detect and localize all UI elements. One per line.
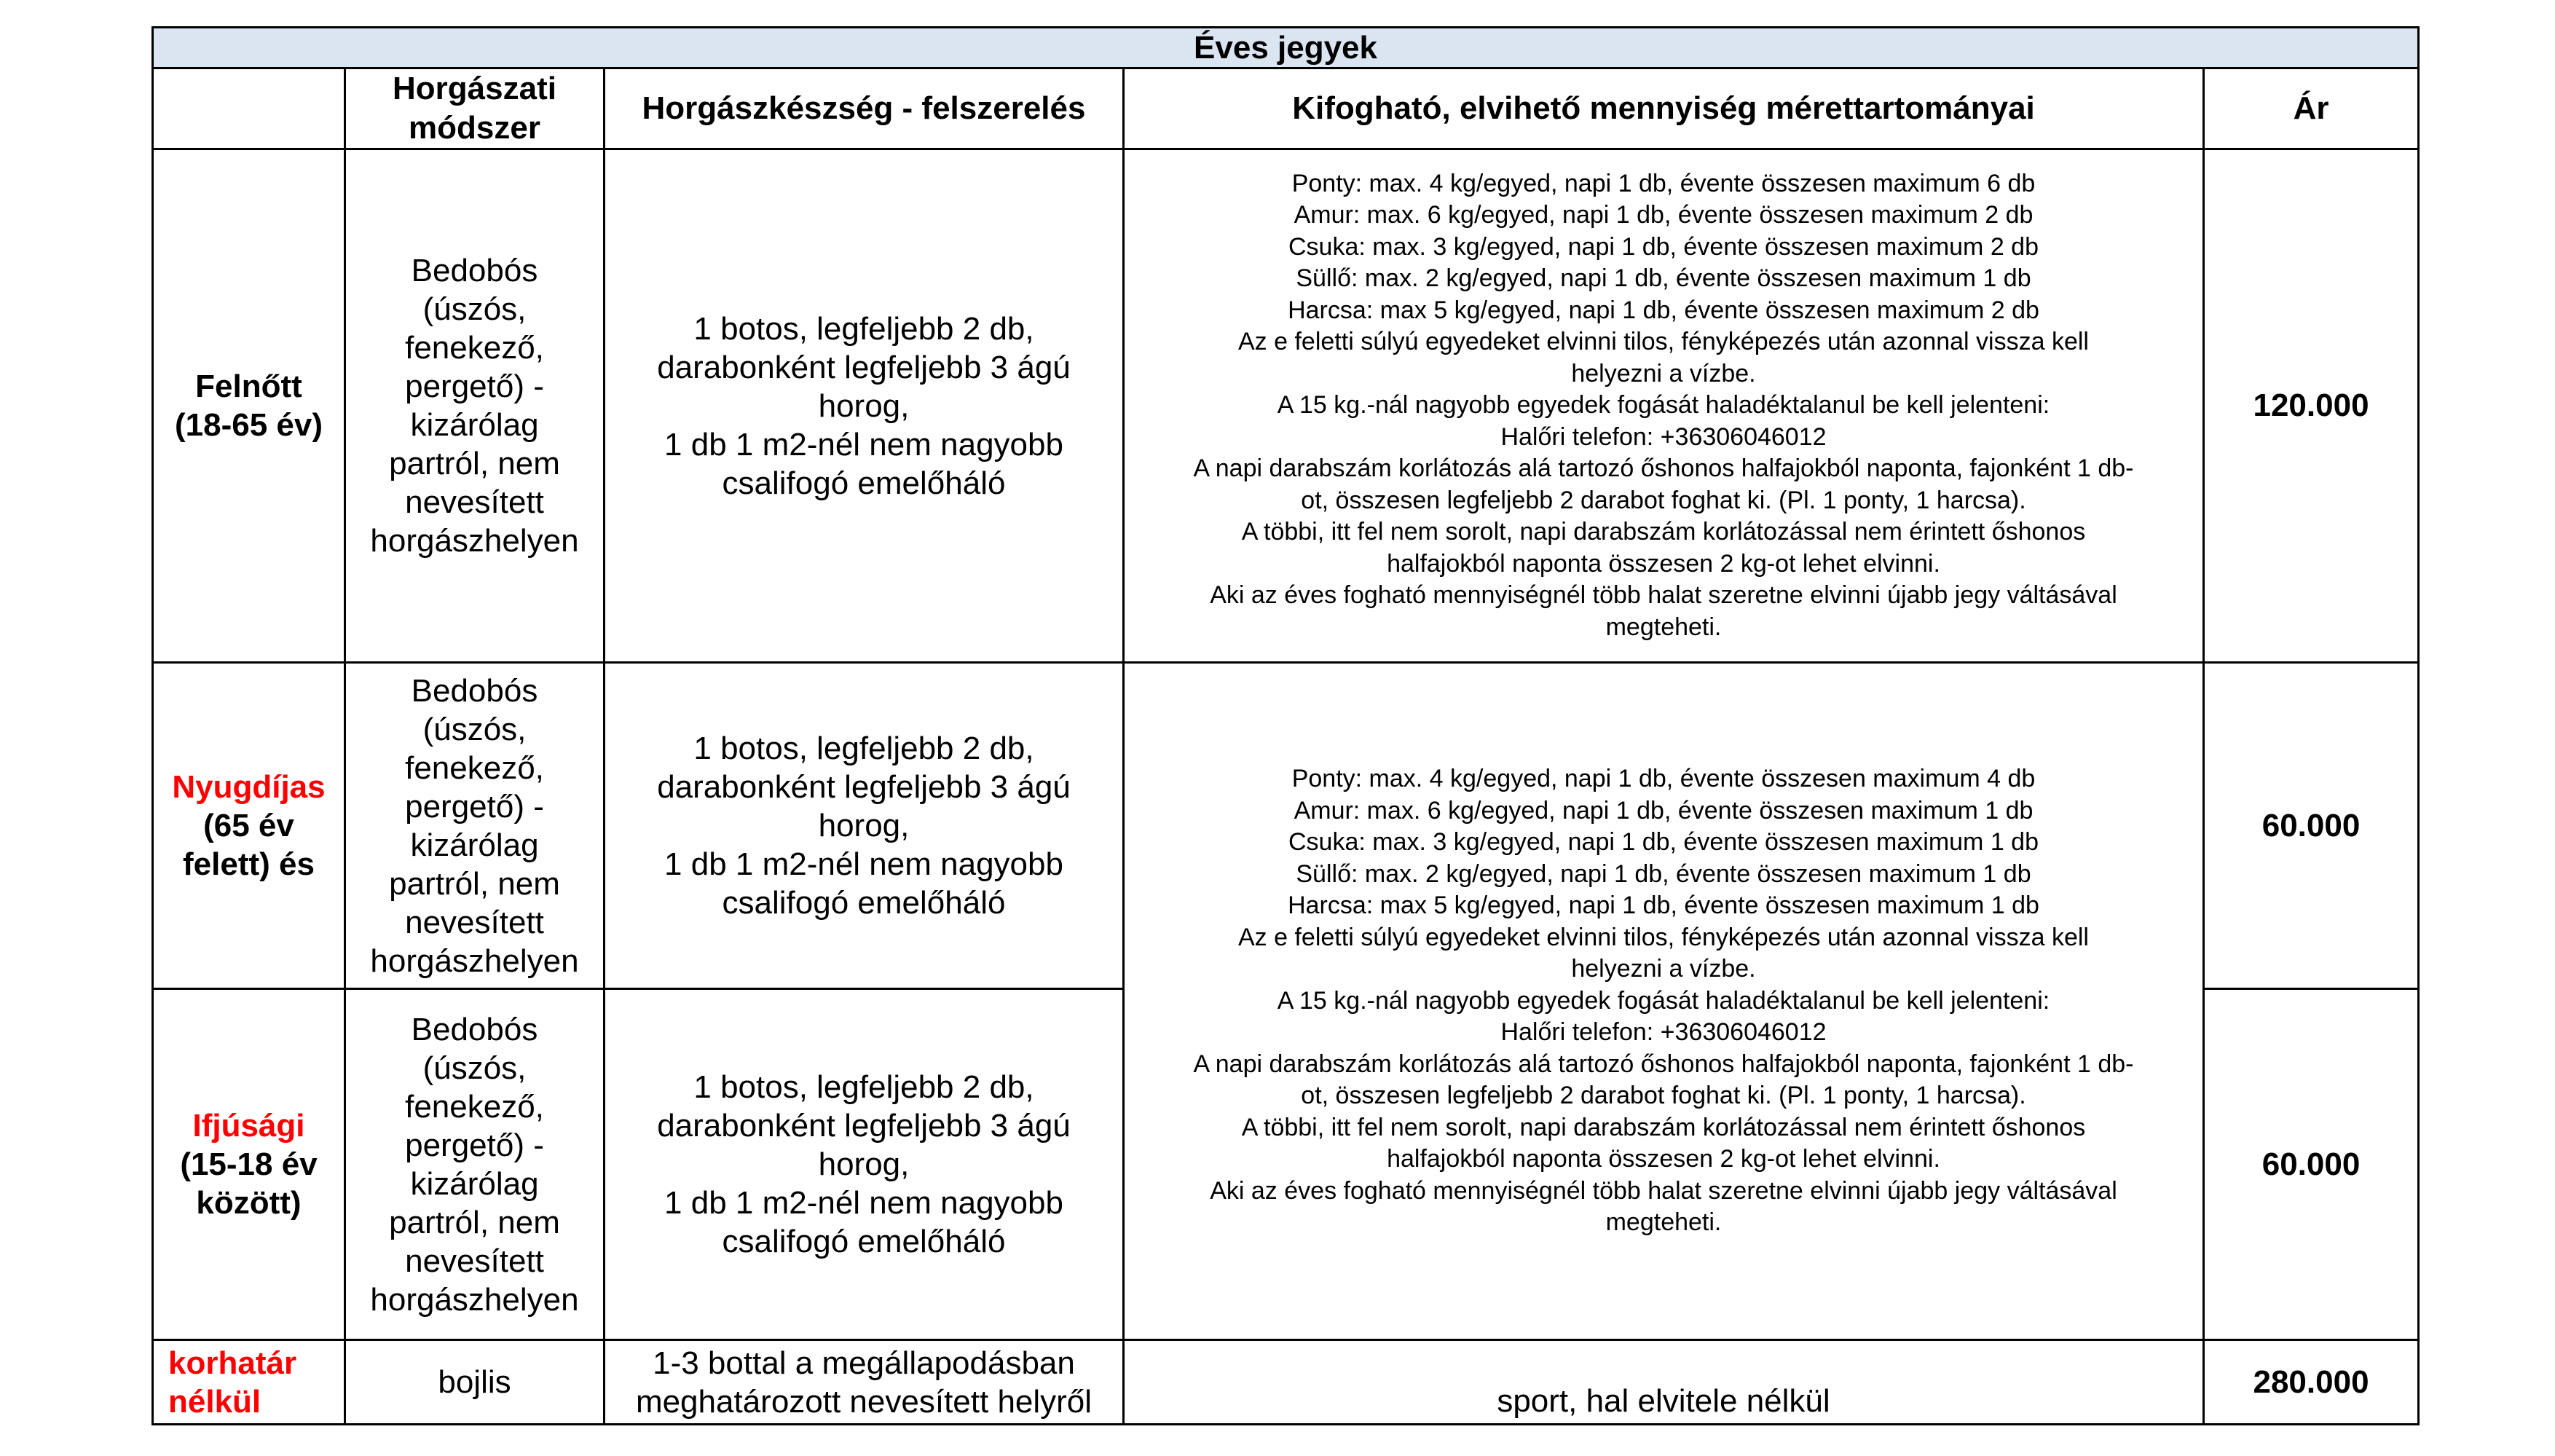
method-line: horgászhelyen — [370, 523, 579, 559]
method-line: pergető) - — [405, 788, 544, 825]
method-line: nevesített — [405, 1243, 544, 1279]
equipment-line: 1 db 1 m2-nél nem nagyobb — [664, 1185, 1063, 1221]
equipment-line: csalifogó emelőháló — [722, 885, 1006, 921]
method-line: horgászhelyen — [370, 943, 579, 979]
equipment-cell — [605, 663, 1124, 989]
category-line: korhatár — [168, 1345, 297, 1381]
category-adult — [153, 149, 345, 663]
quota-adult-cell — [1124, 149, 2204, 663]
method-line: kizárólag — [410, 407, 539, 443]
equipment-line: csalifogó emelőháló — [722, 465, 1006, 501]
method-line: horgászhelyen — [370, 1281, 579, 1318]
method-line: nevesített — [405, 484, 544, 520]
category-youth — [153, 989, 345, 1340]
equipment-line: horog, — [818, 808, 910, 843]
method-cell — [345, 989, 605, 1340]
equipment-cell — [605, 1340, 1124, 1425]
quota-line: megteheti. — [1605, 613, 1722, 641]
category-line: Ifjúsági — [192, 1108, 305, 1144]
quota-line: Az e feletti súlyú egyedeket elvinni tilos, fényképezés után azonnal vissza kell — [1238, 328, 2089, 356]
header-category — [153, 68, 345, 149]
annual-tickets-table — [151, 26, 2420, 1425]
equipment-cell — [605, 989, 1124, 1340]
method-line: Bedobós — [411, 672, 538, 709]
quota-line: Ponty: max. 4 kg/egyed, napi 1 db, évente összesen maximum 4 db — [1291, 765, 2036, 793]
header-method-line-1: Horgászati — [393, 71, 556, 106]
header-method-line-2: módszer — [409, 110, 540, 146]
header-method — [345, 68, 605, 149]
equipment-line: meghatározott nevesített helyről — [635, 1383, 1093, 1420]
quota-line: megteheti. — [1605, 1208, 1722, 1237]
quota-line: ot, összesen legfeljebb 2 darabot foghat ki. (Pl. 1 ponty, 1 harcsa). — [1301, 1082, 2026, 1110]
method-line: (úszós, — [422, 711, 527, 747]
table-title: Éves jegyek — [153, 28, 2419, 68]
equipment-line: 1 botos, legfeljebb 2 db, — [693, 310, 1034, 347]
method-line: kizárólag — [410, 827, 539, 863]
equipment-cell — [605, 149, 1124, 663]
equipment-line: horog, — [818, 387, 910, 424]
equipment-line: darabonként legfeljebb 3 ágú — [657, 349, 1071, 385]
category-line: (18-65 év) — [174, 407, 323, 443]
quota-line: helyezni a vízbe. — [1571, 359, 1756, 387]
header-equipment: Horgászkészség - felszerelés — [605, 68, 1124, 149]
quota-line: Az e feletti súlyú egyedeket elvinni tilos, fényképezés után azonnal vissza kell — [1238, 923, 2089, 951]
header-quota: Kifogható, elvihető mennyiség mérettartományai — [1124, 68, 2204, 149]
method-line: partról, nem — [389, 865, 560, 902]
price-no-age-limit: 280.000 — [2204, 1340, 2419, 1425]
quota-line: A 15 kg.-nál nagyobb egyedek fogását haladéktalanul be kell jelenteni: — [1277, 986, 2050, 1015]
price-pensioner: 60.000 — [2204, 663, 2419, 989]
category-no-age-limit — [153, 1340, 345, 1425]
method-line: nevesített — [405, 904, 544, 940]
equipment-line: 1 botos, legfeljebb 2 db, — [693, 1069, 1034, 1105]
quota-line: Aki az éves fogható mennyiségnél több halat szeretne elvinni újabb jegy váltásával — [1210, 581, 2117, 610]
table-row — [153, 663, 2419, 989]
equipment-line: 1 botos, legfeljebb 2 db, — [693, 731, 1034, 766]
category-line: (15-18 év — [180, 1146, 318, 1182]
equipment-line: csalifogó emelőháló — [722, 1224, 1006, 1259]
category-line: (65 év — [203, 808, 294, 843]
method-line: pergető) - — [405, 1127, 544, 1163]
equipment-line: 1-3 bottal a megállapodásban — [653, 1345, 1075, 1381]
quota-line: A napi darabszám korlátozás alá tartozó őshonos halfajokból naponta, fajonként 1 db- — [1193, 454, 2134, 483]
equipment-line: 1 db 1 m2-nél nem nagyobb — [664, 846, 1063, 882]
category-line: Felnőtt — [195, 369, 302, 404]
category-line: nélkül — [168, 1383, 261, 1420]
method-line: pergető) - — [405, 369, 544, 404]
quota-sport-cell: sport, hal elvitele nélkül — [1124, 1340, 2204, 1425]
method-line: partról, nem — [389, 446, 560, 481]
category-pensioner — [153, 663, 345, 989]
price-adult: 120.000 — [2204, 149, 2419, 663]
quota-line: Csuka: max. 3 kg/egyed, napi 1 db, évente összesen maximum 1 db — [1288, 828, 2039, 857]
quota-line: A 15 kg.-nál nagyobb egyedek fogását haladéktalanul be kell jelenteni: — [1277, 391, 2050, 420]
method-line: Bedobós — [411, 1011, 538, 1047]
table-row — [153, 1340, 2419, 1425]
method-line: (úszós, — [422, 291, 527, 327]
method-cell — [345, 663, 605, 989]
equipment-line: horog, — [818, 1146, 910, 1182]
quota-line: Amur: max. 6 kg/egyed, napi 1 db, évente összesen maximum 2 db — [1294, 201, 2034, 229]
category-line: felett) és — [183, 846, 315, 882]
quota-line: halfajokból naponta összesen 2 kg-ot lehet elvinni. — [1387, 549, 1940, 578]
equipment-line: darabonként legfeljebb 3 ágú — [657, 769, 1071, 805]
quota-line: Halőri telefon: +36306046012 — [1500, 1018, 1827, 1047]
quota-line: Aki az éves fogható mennyiségnél több halat szeretne elvinni újabb jegy váltásával — [1210, 1176, 2117, 1205]
quota-line: Ponty: max. 4 kg/egyed, napi 1 db, évente összesen maximum 6 db — [1291, 169, 2036, 197]
price-youth: 60.000 — [2204, 989, 2419, 1340]
quota-line: Halőri telefon: +36306046012 — [1500, 422, 1827, 451]
quota-line: Harcsa: max 5 kg/egyed, napi 1 db, évente összesen maximum 1 db — [1288, 892, 2039, 920]
equipment-line: 1 db 1 m2-nél nem nagyobb — [664, 426, 1063, 463]
method-line: (úszós, — [422, 1050, 527, 1086]
category-line: között) — [196, 1185, 302, 1221]
method-line: bojlis — [438, 1364, 511, 1400]
quota-line: Süllő: max. 2 kg/egyed, napi 1 db, évente összesen maximum 1 db — [1296, 264, 2031, 293]
method-line: fenekező, — [405, 1088, 544, 1125]
method-line: partról, nem — [389, 1204, 560, 1240]
header-price: Ár — [2204, 68, 2419, 149]
method-line: Bedobós — [411, 253, 538, 288]
method-cell — [345, 1340, 605, 1425]
quota-line: Süllő: max. 2 kg/egyed, napi 1 db, évente összesen maximum 1 db — [1296, 859, 2031, 888]
quota-line: helyezni a vízbe. — [1571, 955, 1756, 983]
table-row — [153, 149, 2419, 663]
quota-line: Csuka: max. 3 kg/egyed, napi 1 db, évente összesen maximum 2 db — [1288, 232, 2039, 261]
method-line: fenekező, — [405, 749, 544, 786]
method-cell — [345, 149, 605, 663]
quota-reduced-cell — [1124, 663, 2204, 1340]
quota-line: ot, összesen legfeljebb 2 darabot foghat ki. (Pl. 1 ponty, 1 harcsa). — [1301, 486, 2026, 514]
quota-line: A napi darabszám korlátozás alá tartozó őshonos halfajokból naponta, fajonként 1 db- — [1193, 1050, 2134, 1078]
quota-line: Harcsa: max 5 kg/egyed, napi 1 db, évente összesen maximum 2 db — [1288, 296, 2039, 324]
quota-line: halfajokból naponta összesen 2 kg-ot lehet elvinni. — [1387, 1145, 1940, 1173]
equipment-line: darabonként legfeljebb 3 ágú — [657, 1108, 1071, 1144]
quota-line: A többi, itt fel nem sorolt, napi darabszám korlátozással nem érintett őshonos — [1241, 518, 2086, 546]
category-line: Nyugdíjas — [172, 769, 326, 805]
method-line: kizárólag — [410, 1165, 539, 1202]
quota-line: A többi, itt fel nem sorolt, napi darabszám korlátozással nem érintett őshonos — [1241, 1113, 2086, 1141]
method-line: fenekező, — [405, 330, 544, 366]
quota-line: Amur: max. 6 kg/egyed, napi 1 db, évente összesen maximum 1 db — [1294, 796, 2034, 825]
